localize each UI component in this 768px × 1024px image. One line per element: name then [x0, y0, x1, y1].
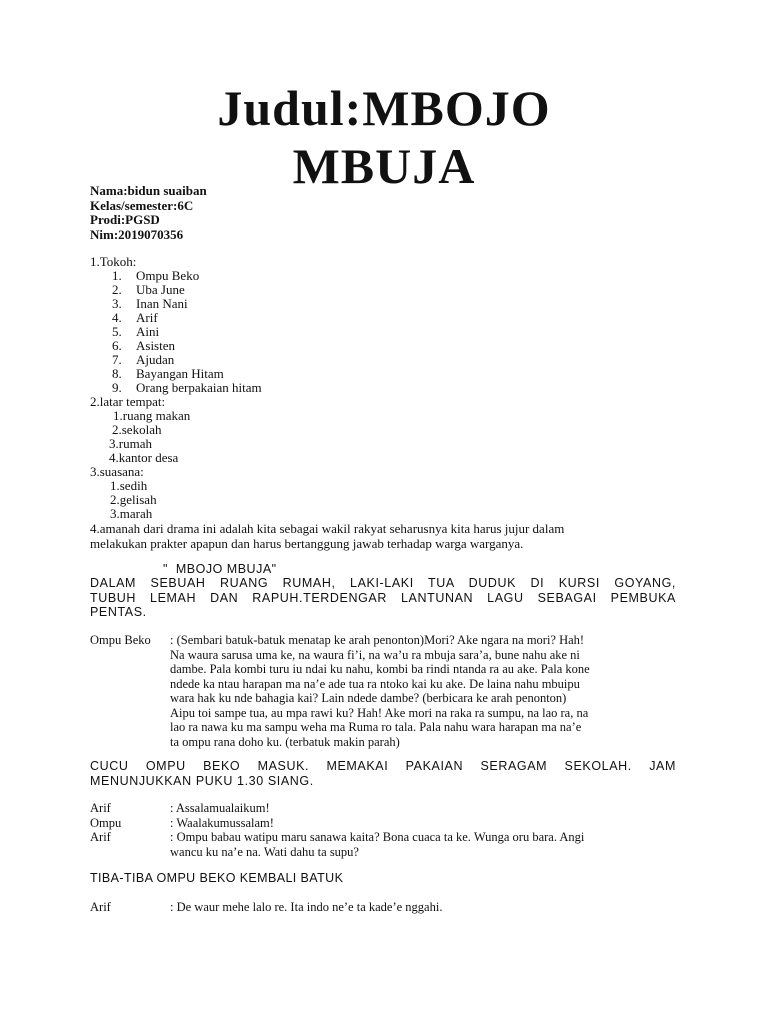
dialog-line: Na waura sarusa uma ke, na waura fi’i, na wa’u ra mbuja sara’a, bune nahu ake ni — [170, 647, 580, 662]
amanah-line-1: 4.amanah dari drama ini adalah kita sebagai wakil rakyat seharusnya kita harus jujur dalam — [90, 521, 565, 536]
dialog-row — [90, 900, 678, 915]
list-item: 6. Asisten — [112, 338, 175, 353]
document-title-line-2: MBUJA — [292, 138, 476, 194]
speaker-name: Arif — [90, 900, 111, 914]
list-item: 8. Bayangan Hitam — [112, 366, 224, 381]
list-item: 3.rumah — [109, 436, 152, 451]
dialog-line: lao ra nawa ku ma sampu weha ma Ruma ro tala. Pala nahu wara harapan ma na’e — [170, 720, 582, 734]
dialog-line: dambe. Pala kombi turu iu ndai ku nahu, kombi ba rindi ntanda ra au ake. Pala kone — [170, 662, 590, 676]
dialog-line: wancu ku na’e na. Wati dahu ta supu? — [170, 844, 359, 859]
list-item: 4. Arif — [112, 310, 158, 325]
speaker-name: Arif — [90, 801, 111, 815]
list-item: 2. Uba June — [112, 282, 185, 297]
latar-heading: 2.latar tempat: — [90, 394, 166, 409]
student-nim: Nim:2019070356 — [90, 226, 184, 242]
dialog-row — [90, 830, 678, 859]
list-item: 5. Aini — [112, 324, 160, 339]
list-item: 4.kantor desa — [109, 450, 179, 465]
student-identity — [90, 184, 207, 242]
stage-direction-batuk: TIBA-TIBA OMPU BEKO KEMBALI BATUK — [90, 871, 344, 885]
student-program: Prodi:PGSD — [90, 212, 160, 227]
list-item: 2.gelisah — [110, 492, 157, 507]
list-item: 1.sedih — [110, 478, 148, 493]
dialog-block-1 — [90, 801, 678, 859]
speaker-name: Arif — [90, 830, 111, 844]
student-name: Nama:bidun suaiban — [90, 183, 207, 198]
dialog-line: wara hak ku nde bahagia kai? Lain ndede dambe? (berbicara ke arah penonton) — [170, 691, 567, 705]
dialog-line: : Ompu babau watipu maru sanawa kaita? Bona cuaca ta ke. Wunga oru bara. Angi — [170, 830, 585, 844]
dialog-row — [90, 816, 678, 831]
amanah-paragraph — [90, 521, 564, 551]
script-heading: " MBOJO MBUJA" — [163, 562, 277, 576]
speaker-name: Ompu — [90, 815, 122, 830]
list-item: 1.ruang makan — [113, 408, 191, 423]
document-title-line-1: Judul:MBOJO — [217, 80, 551, 136]
stage-direction-cucu-masuk: CUCU OMPU BEKO MASUK. MEMAKAI PAKAIAN SERAGAM SEKOLAH. JAM MENUNJUKKAN PUKU 1.30 SIANG. — [90, 759, 676, 788]
dialog-line: : (Sembari batuk-batuk menatap ke arah penonton)Mori? Ake ngara na mori? Hah! — [170, 633, 585, 647]
dialog-line: : Assalamualaikum! — [170, 801, 270, 815]
list-item: 7. Ajudan — [112, 352, 175, 367]
latar-list — [109, 408, 191, 465]
dialog-line: : De waur mehe lalo re. Ita indo ne’e ta kade’e nggahi. — [170, 900, 443, 914]
list-item: 2.sekolah — [112, 422, 162, 437]
speaker-name: Ompu Beko — [90, 633, 151, 647]
list-item: 3. Inan Nani — [112, 296, 188, 311]
list-item: 3.marah — [110, 506, 153, 521]
dialog-line: Aipu toi sampe tua, au mpa rawi ku? Hah! Ake mori na raka ra sumpu, na lao ra, na — [170, 705, 589, 720]
list-item: 1. Ompu Beko — [112, 268, 200, 283]
suasana-heading: 3.suasana: — [90, 464, 144, 479]
student-class: Kelas/semester:6C — [90, 197, 194, 213]
dialog-row — [90, 801, 678, 816]
tokoh-heading: 1.Tokoh: — [90, 254, 137, 269]
dialog-block-2 — [90, 900, 678, 915]
dialog-line: : Waalakumussalam! — [170, 815, 274, 830]
dialog-line: ta ompu rana doho ku. (terbatuk makin parah) — [170, 734, 400, 749]
suasana-list — [110, 479, 157, 521]
stage-direction-opening: DALAM SEBUAH RUANG RUMAH, LAKI-LAKI TUA DUDUK DI KURSI GOYANG, TUBUH LEMAH DAN RAPUH.TERDENGAR LANTUNAN LAGU SEBAGAI PEMBUKA PENTAS. — [90, 576, 676, 619]
tokoh-list — [112, 269, 262, 395]
list-item: 9. Orang berpakaian hitam — [112, 380, 262, 395]
amanah-line-2: melakukan prakter apapun dan harus bertanggung jawab terhadap warga warganya. — [90, 536, 524, 551]
dialog-line: ndede ka ntau harapan ma na’e ade tua ra ntoko kai ku ake. De laina nahu mbuipu — [170, 676, 580, 691]
ompu-beko-monologue — [90, 633, 678, 749]
